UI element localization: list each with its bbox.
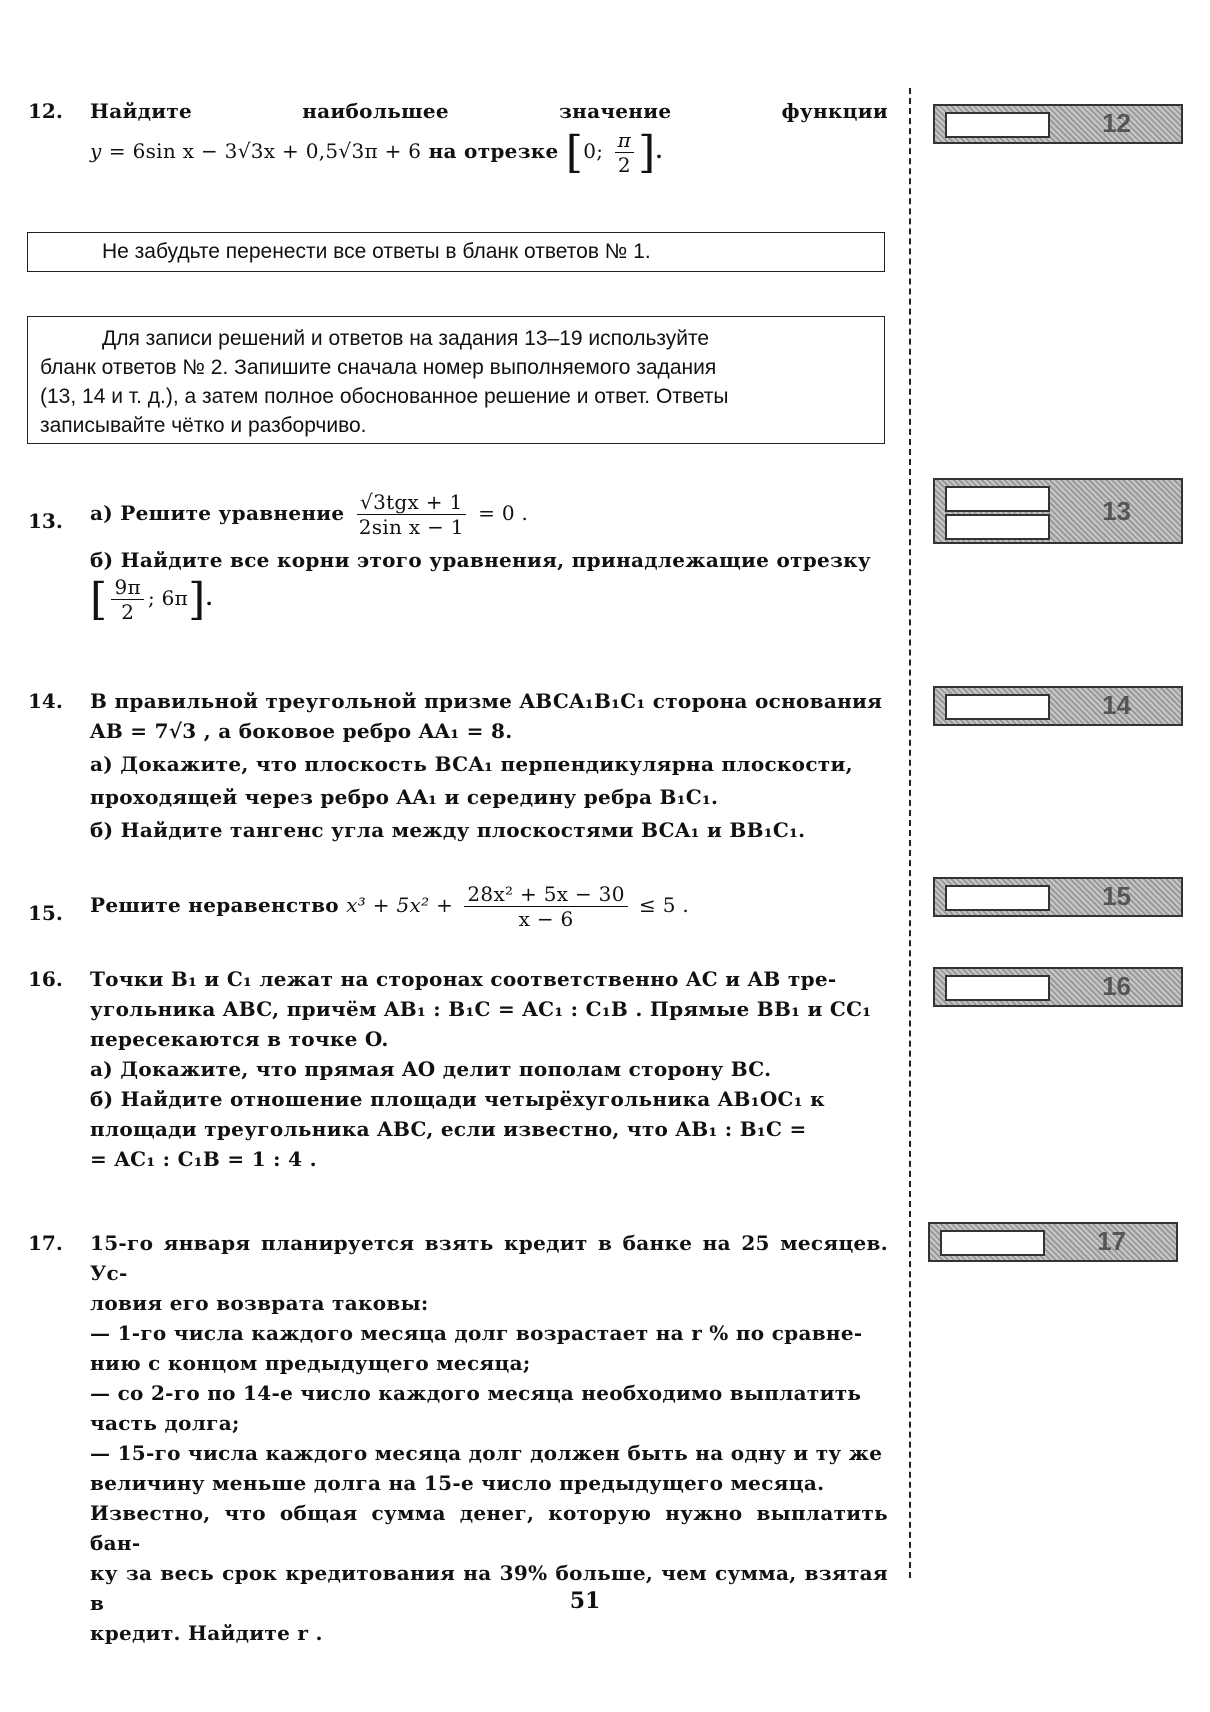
task-15: 15. Решите неравенство x³ + 5x² + $\frac{\text{28x² + 5x − 30}}{x - 6}$ ≤ 5 .	[28, 882, 690, 931]
answer-box-16[interactable]: 16	[933, 967, 1183, 1007]
answer-box-13[interactable]: 13	[933, 478, 1183, 544]
answer-field[interactable]	[945, 694, 1050, 720]
task-13-a: а) Решите уравнение $\frac{\text{√3tgx + 1}}{\text{2sin x − 1}}$ = 0 .	[90, 490, 529, 539]
task-13-b: б) Найдите все корни этого уравнения, принадлежащие отрезку	[90, 548, 871, 572]
cut-line	[909, 88, 911, 1578]
task-17: 17. 15-го января планируется взять кредит в банке на 25 месяцев. Ус- ловия его возврата таковы: — 1-го числа каждого месяца долг возрастает на r % по сравне- нию с концом предыдущего месяца; — со 2-го по 14-е число каждого месяца необходимо выплатить часть долга; — 15-го числа каждого месяца долг должен быть на одну и ту же величину меньше долга на 15-е число предыдущего месяца. Известно, что общая сумма денег, которую нужно выплатить бан- ку за весь срок кредитования на 39% больше, чем сумма, взятая в кредит. Найдите r .	[28, 1228, 888, 1648]
task-number: 14.	[28, 689, 63, 713]
answer-box-15[interactable]: 15	[933, 877, 1183, 917]
task-number: 12.	[28, 99, 63, 123]
answer-field[interactable]	[940, 1230, 1045, 1256]
task-14: 14. В правильной треугольной призме ABCA₁B₁C₁ сторона основания AB = 7√3 , а боковое ребро AA₁ = 8. а) Докажите, что плоскость BCA₁ перпендикулярна плоскости, проходящей через ребро AA₁ и середину ребра B₁C₁. б) Найдите тангенс угла между плоскостями BCA₁ и BB₁C₁.	[28, 686, 888, 845]
answer-field[interactable]	[945, 885, 1050, 911]
task-16: 16. Точки B₁ и C₁ лежат на сторонах соответственно AC и AB тре- угольника ABC, причём AB₁ : B₁C = AC₁ : C₁B . Прямые BB₁ и CC₁ пересекаются в точке O. а) Докажите, что прямая AO делит пополам сторону BC. б) Найдите отношение площади четырёхугольника AB₁OC₁ к площади треугольника ABC, если известно, что AB₁ : B₁C = = AC₁ : C₁B = 1 : 4 .	[28, 964, 888, 1174]
task-13	[28, 490, 888, 624]
task-number: 17.	[28, 1231, 63, 1255]
task-number: 16.	[28, 967, 63, 991]
instructions-note: Для записи решений и ответов на задания 13–19 используйте бланк ответов № 2. Запишите сначала номер выполняемого задания (13, 14 и т. д.), а затем полное обоснованное решение и ответ. Ответы записывайте чётко и разборчиво.	[27, 316, 885, 444]
task-12	[28, 96, 888, 177]
task-13-interval: [ $\frac{9\pi}{2}$ ; 6π].	[90, 573, 213, 625]
task-12-heading: Найдите наибольшее значение функции	[90, 99, 888, 123]
task-number: 15.	[28, 901, 63, 925]
page-number: 51	[569, 1588, 601, 1614]
answer-box-14[interactable]: 14	[933, 686, 1183, 726]
answer-field[interactable]	[945, 486, 1050, 512]
answer-field[interactable]	[945, 975, 1050, 1001]
answer-box-12[interactable]: 12	[933, 104, 1183, 144]
answer-box-17[interactable]: 17	[928, 1222, 1178, 1262]
answer-field[interactable]	[945, 514, 1050, 540]
task-number: 13.	[28, 509, 63, 533]
answer-field[interactable]	[945, 112, 1050, 138]
reminder-note: Не забудьте перенести все ответы в бланк ответов № 1.	[27, 232, 885, 272]
task-12-function: y = 6sin x − 3√3x + 0,5√3π + 6 на отрезке [0; $\frac{\pi}{2}$ ].	[90, 126, 663, 178]
